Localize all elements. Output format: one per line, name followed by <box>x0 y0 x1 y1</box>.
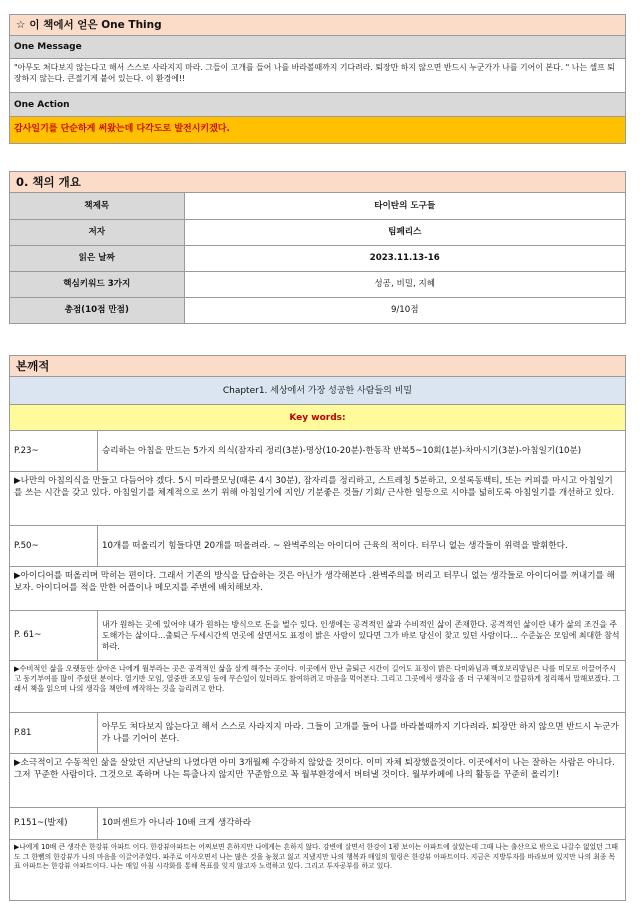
entry-quote-row <box>10 713 625 754</box>
one-action-label: One Action <box>10 93 625 117</box>
overview-row <box>10 245 625 271</box>
overview-header: 0. 책의 개요 <box>10 172 625 193</box>
entry-note: ▶소극적이고 수동적인 삶을 살았던 지난날의 나였다면 아미 3개월째 수강하지 않았을 것이다. 이미 자체 퇴장했을것이다. 이곳에서이 나는 잘하는 사람은 아니다. 그저 꾸준한 사람이다. 그것으로 족하며 나는 특출나지 않지만 꾸준함으로 꼭 월부환경에서 버텨낼 것이다. 월부카페에 나의 활동을 꾸준히 올리기! <box>10 754 625 808</box>
one-action-text: 감사일기를 단순하게 써왔는데 다각도로 발전시키겠다. <box>14 124 230 135</box>
entry-note: ▶나만의 아침의식을 만들고 다듬어야 겠다. 5시 미라클모닝(때론 4시 30분), 잠자리를 정리하고, 스트레칭 5분하고, 오설록동백티, 또는 커피를 마시고 아침일기를 쓰는 시간을 갖고 있다. 아침일기를 체계적으로 쓰기 위해 아침일기에 지인/ 기분좋은 것들/ 기회/ 근사한 일등으로 시야를 넓히도록 아침일기를 개선하고 있다. <box>10 472 625 526</box>
overview-row <box>10 297 625 323</box>
one-message-label: One Message <box>10 36 625 59</box>
entry-quote: 10퍼센트가 아니라 10배 크게 생각하라 <box>102 818 252 829</box>
entry-note: ▶아이디어를 떠올리며 막히는 편이다. 그래서 기존의 방식을 답습하는 것은 아닌가 생각해본다 .완벽주의를 버리고 터무니 없는 생각들로 아이디어를 꺼내기를 해보자. 아이디어를 적을 만한 어플이나 메모지를 주변에 배치해보자. <box>10 567 625 611</box>
entry-quote: 승리하는 아침을 만드는 5가지 의식(잠자리 정리(3분)-명상(10-20분)-한동작 반복5~10회(1분)-차마시기(3분)-아침일기(10분) <box>102 445 582 456</box>
overview-section <box>9 171 626 324</box>
overview-value: 9/10점 <box>184 297 625 323</box>
one-message-text: "아무도 쳐다보지 않는다고 해서 스스로 사라지지 마라. 그들이 고개를 들어 나를 바라볼때까지 기다려라. 퇴장만 하지 않으면 반드시 누군가가 나를 기어이 본다. " 나는 셀프 퇴장하지 않는다. 큰절기게 붙어 있는다. 이 환경에!! <box>10 59 625 93</box>
overview-key: 핵심키워드 3가지 <box>10 271 184 297</box>
entry-quote-row <box>10 526 625 567</box>
entry-page: P.23~ <box>10 431 98 471</box>
overview-key: 총점(10점 만점) <box>10 297 184 323</box>
overview-value: 2023.11.13-16 <box>184 245 625 271</box>
entry-note: ▶수비적인 삶을 오랫동안 살아온 나에게 월부라는 곳은 공격적인 삶을 살게 해주는 곳이다. 이곳에서 만난 출퇴근 시간이 길어도 표정이 밝은 다미와님과 백호보리망님은 나를 미모로 이끌어주시고 동기부여를 많이 주셨던 분이다. 열기반 모임, 열중반 조모임 등에 무슨일이 있더라도 참여하려고 마음을 먹어본다. 그리고 그곳에서 생각을 좀 더 구체적이고 깔끔하게 정리해서 말해보겠다. 그래서 책을 읽으며 나의 생각을 책안에 깨작하는 것을 늘리려고 한다. <box>10 661 625 713</box>
overview-row <box>10 219 625 245</box>
entry-quote: 10개를 떠올리기 힘들다면 20개를 떠올려라. ~ 완벽주의는 아이디어 근육의 적이다. 터무니 없는 생각들이 위력을 발휘한다. <box>102 540 568 551</box>
overview-row <box>10 271 625 297</box>
entry-quote-row <box>10 808 625 840</box>
overview-row <box>10 193 625 219</box>
overview-value: 타이탄의 도구들 <box>374 200 436 211</box>
entry-quote-row <box>10 431 625 472</box>
star-icon: ☆ <box>16 18 26 31</box>
entry-quote: 아무도 쳐다보지 않는다고 해서 스스로 사라지지 마라. 그들이 고개를 들어 나를 바라볼때까지 기다려라. 퇴장만 하지 않으면 반드시 누군가가 나를 기어이 본다. <box>102 721 619 744</box>
overview-table <box>10 193 625 323</box>
overview-key: 읽은 날짜 <box>10 245 184 271</box>
main-header: 본깨적 <box>10 356 625 377</box>
overview-key: 책제목 <box>10 193 184 219</box>
one-thing-title: 이 책에서 얻은 One Thing <box>29 18 162 31</box>
one-thing-section <box>9 14 626 144</box>
entry-quote-row <box>10 611 625 661</box>
entry-page: P.151~(발제) <box>10 808 98 839</box>
overview-value: 팀페리스 <box>184 219 625 245</box>
chapter-title: Chapter1. 세상에서 가장 성공한 사람들의 비밀 <box>10 377 625 405</box>
main-section <box>9 355 626 901</box>
one-action-row <box>10 117 625 143</box>
overview-value: 성공, 비밀, 지혜 <box>184 271 625 297</box>
entry-note: ▶나에게 10배 큰 생각은 한강뷰 아파트 이다. 한강뷰아파트는 어찌보면 흔하지만 나에게는 흔하지 않다. 강변에 살면서 한강이 1평 보이는 아파트에 살았는데 그때 나는 출산으로 밖으로 나갈수 없었던 그때도 그 한뼘의 한강뷰가 나의 마음을 이끌어주었다. 파주로 이사오면서 나는 많은 것을 놓쳤고 잃고 지냈지만 나의 행복과 매일의 힐링은 한강뷰 아파트이다. 지금은 지방투자를 바라보며 있지만 나의 최종 목표 아파트는 한강뷰 아파트이다. 나는 매일 아침 시각화를 통해 목표를 잊지 않고자 노력하고 있다. 그리고 투자공부를 하고 있다. <box>14 843 618 871</box>
entry-page: P.50~ <box>10 526 98 566</box>
entry-page: P. 61~ <box>10 611 98 660</box>
entry-quote: 내가 원하는 곳에 있어야 내가 원하는 방식으로 돈을 벌수 있다. 인생에는 공격적인 삶과 수비적인 삶이 존재한다. 공격적인 삶이란 내가 삶의 조건을 주도해가는 삶이다...출퇴근 두세시간씩 먼곳에 살면서도 표정이 밝은 사람이 있다면 그가 바로 당신이 찾고 있던 사람이다... 수준높은 모임에 최대한 참석하라. <box>102 619 620 652</box>
entry-page: P.81 <box>10 713 98 753</box>
one-thing-header <box>10 15 625 36</box>
overview-key: 저자 <box>10 219 184 245</box>
keywords-label: Key words: <box>10 405 625 431</box>
